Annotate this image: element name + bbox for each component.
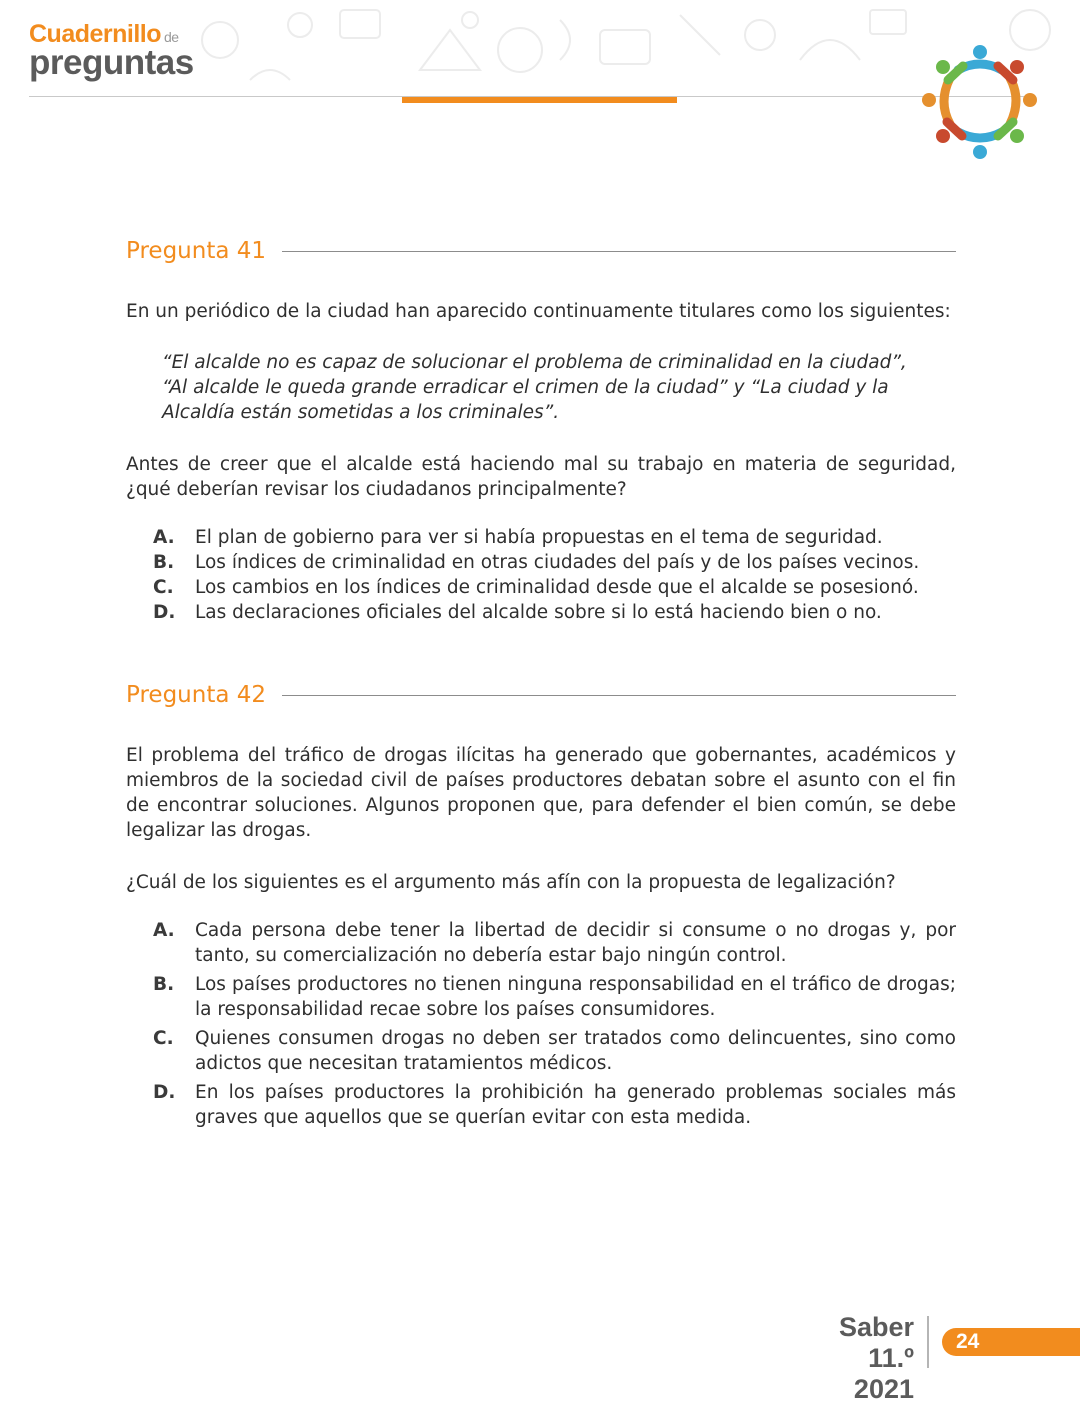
option-text: Los cambios en los índices de criminalidad desde que el alcalde se posesionó. — [195, 577, 919, 598]
page-number: 24 — [956, 1330, 980, 1353]
question-41-prompt: Antes de creer que el alcalde está haciendo mal su trabajo en materia de seguridad, ¿qué deberían revisar los ciudadanos principalmente? — [126, 454, 956, 500]
option-text: En los países productores la prohibición ha generado problemas sociales más graves que aquellos que se querían evitar con esta medida. — [195, 1082, 956, 1128]
option-text: Las declaraciones oficiales del alcalde sobre si lo está haciendo bien o no. — [195, 602, 882, 623]
option-text: Los índices de criminalidad en otras ciudades del país y de los países vecinos. — [195, 552, 920, 573]
question-41-rule — [282, 251, 956, 252]
option-letter: A. — [153, 920, 175, 941]
option-text: Cada persona debe tener la libertad de decidir si consume o no drogas y, por tanto, su comercialización no debería estar bajo ningún control. — [195, 920, 956, 966]
exam-year: 2021 — [853, 1374, 914, 1404]
exam-name: Saber 11.º — [838, 1312, 914, 1373]
option-42-a[interactable] — [153, 918, 956, 968]
brand-word-cuadernillo: Cuadernillo — [29, 20, 162, 48]
brand-title — [29, 20, 194, 83]
option-letter: A. — [153, 527, 175, 548]
option-42-b[interactable] — [153, 972, 956, 1022]
question-41-quote: “El alcalde no es capaz de solucionar el problema de criminalidad en la ciudad”, “Al alcalde le queda grande erradicar el crimen de la ciudad” y “La ciudad y la Alcaldía están sometidas a los criminales”. — [162, 352, 907, 423]
option-letter: D. — [153, 602, 176, 623]
option-letter: B. — [153, 552, 175, 573]
brand-word-preguntas: preguntas — [29, 43, 194, 82]
brand-word-de: de — [164, 29, 179, 45]
option-letter: D. — [153, 1082, 176, 1103]
option-41-c[interactable] — [153, 575, 956, 600]
people-circle-logo-icon — [918, 40, 1042, 164]
option-text: Los países productores no tienen ninguna responsabilidad en el tráfico de drogas; la responsabilidad recae sobre los países consumidores. — [195, 974, 956, 1020]
question-42-title: Pregunta 42 — [126, 682, 267, 708]
option-42-c[interactable] — [153, 1026, 956, 1076]
option-text: Quienes consumen drogas no deben ser tratados como delincuentes, sino como adictos que necesitan tratamientos médicos. — [195, 1028, 956, 1074]
question-42-rule — [282, 695, 956, 696]
page-number-tab — [942, 1328, 1080, 1356]
option-letter: C. — [153, 577, 174, 598]
exam-label — [790, 1312, 914, 1405]
option-42-d[interactable] — [153, 1080, 956, 1130]
option-letter: B. — [153, 974, 175, 995]
question-42-intro: El problema del tráfico de drogas ilícitas ha generado que gobernantes, académicos y miembros de la sociedad civil de países productores debatan sobre el asunto con el fin de encontrar soluciones. Algunos proponen que, para defender el bien común, se debe legalizar las drogas. — [126, 745, 956, 841]
question-41-intro: En un periódico de la ciudad han aparecido continuamente titulares como los siguientes: — [126, 301, 951, 322]
option-41-b[interactable] — [153, 550, 956, 575]
option-41-d[interactable] — [153, 600, 956, 625]
question-42-options — [153, 918, 956, 1130]
question-42-prompt: ¿Cuál de los siguientes es el argumento más afín con la propuesta de legalización? — [126, 872, 896, 893]
question-41-options — [153, 525, 956, 625]
question-41-header — [126, 238, 956, 264]
question-42-header — [126, 682, 956, 708]
option-letter: C. — [153, 1028, 174, 1049]
question-41-title: Pregunta 41 — [126, 238, 267, 264]
footer-divider — [927, 1316, 929, 1368]
option-text: El plan de gobierno para ver si había propuestas en el tema de seguridad. — [195, 527, 883, 548]
option-41-a[interactable] — [153, 525, 956, 550]
header-accent-bar — [402, 97, 677, 103]
